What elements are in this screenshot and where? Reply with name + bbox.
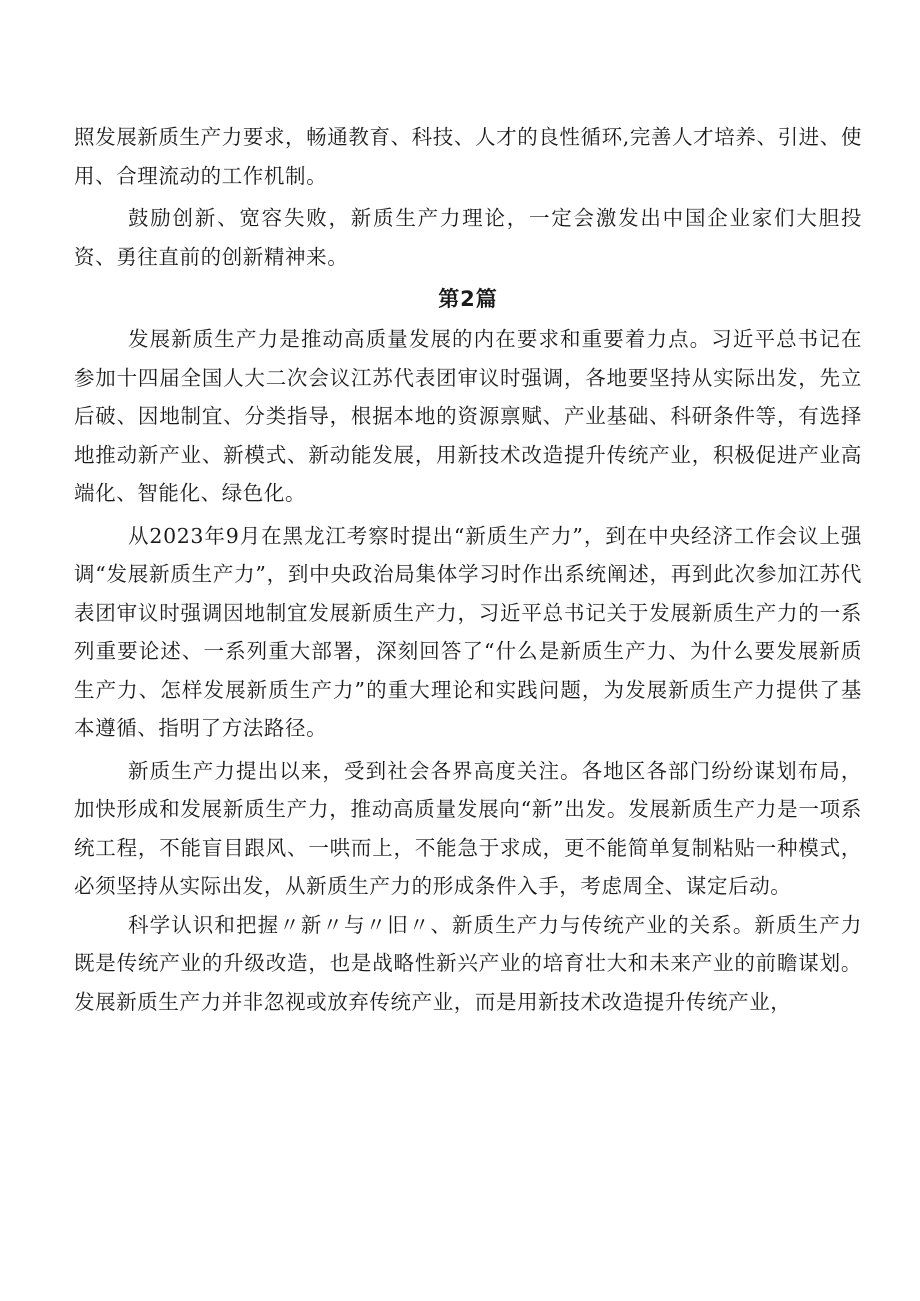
paragraph-2: 从2023年9月在黑龙江考察时提出“新质生产力”，到在中央经济工作会议上强调“发展新质生产力”，到中央政治局集体学习时作出系统阐述，再到此次参加江苏代表团审议时强调因地制宜发展新质生产力，习近平总书记关于发展新质生产力的一系列重要论述、一系列重大部署，深刻回答了“什么是新质生产力、为什么要发展新质生产力、怎样发展新质生产力”的重大理论和实践问题，为发展新质生产力提供了基本遵循、指明了方法路径。 [74,523,862,740]
paragraph-4: 科学认识和把握〃新〃与〃旧〃、新质生产力与传统产业的关系。新质生产力既是传统产业的升级改造，也是战略性新兴产业的培育壮大和未来产业的前瞻谋划。发展新质生产力并非忽视或放弃传统产业，而是用新技术改造提升传统产业， [74,912,862,1014]
document-page [74,118,862,1021]
paragraph-encourage-innovation: 鼓励创新、宽容失败，新质生产力理论，一定会激发出中国企业家们大胆投资、勇往直前的创新精神来。 [74,206,862,269]
section-heading: 第2篇 [438,287,498,311]
continued-paragraph: 照发展新质生产力要求，畅通教育、科技、人才的良性循环,完善人才培养、引进、使用、合理流动的工作机制。 [74,125,862,188]
paragraph-1: 发展新质生产力是推动高质量发展的内在要求和重要着力点。习近平总书记在参加十四届全国人大二次会议江苏代表团审议时强调，各地要坚持从实际出发，先立后破、因地制宜、分类指导，根据本地的资源禀赋、产业基础、科研条件等，有选择地推动新产业、新模式、新动能发展，用新技术改造提升传统产业，积极促进产业高端化、智能化、绿色化。 [74,327,862,505]
paragraph-3: 新质生产力提出以来，受到社会各界高度关注。各地区各部门纷纷谋划布局，加快形成和发展新质生产力，推动高质量发展向“新”出发。发展新质生产力是一项系统工程，不能盲目跟风、一哄而上，不能急于求成，更不能简单复制粘贴一种模式，必须坚持从实际出发，从新质生产力的形成条件入手，考虑周全、谋定后动。 [74,758,862,898]
